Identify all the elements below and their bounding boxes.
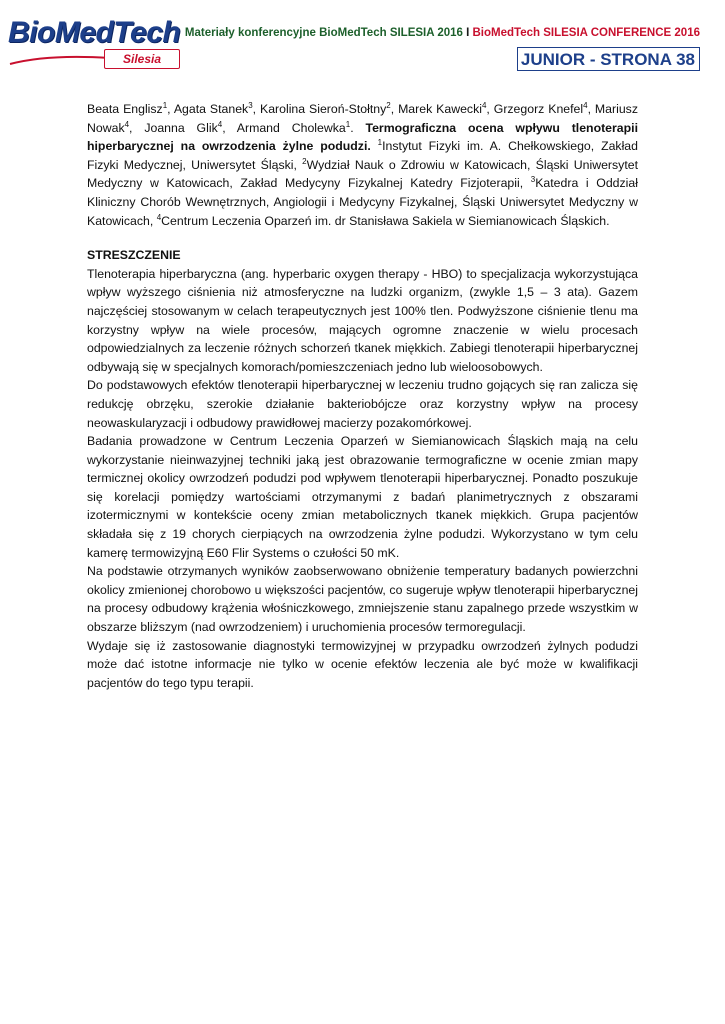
author-name: , Mariusz Nowak (87, 102, 638, 135)
abstract-paragraph: Badania prowadzone w Centrum Leczenia Oparzeń w Siemianowicach Śląskich mają na celu wykorzystanie nieinwazyjnej techniki jaką jest obrazowanie termograficzne w ocenie zmian mapy termicznej okolicy owrzodzeń podudzi pod wpływem tlenoterapii hiperbarycznej. Ponadto poszukuje się korelacji pomiędzy wartościami otrzymanymi z badań planimetrycznych z obszarami izotermicznymi w kontekście oceny zmian metabolicznych tkanek miękkich. Grupa pacjentów składała się z 19 chorych cierpiących na owrzodzenia żylne podudzi. Wykorzystano w tym celu kamerę termowizyjną E60 Flir Systems o czułości 50 mK. (87, 434, 638, 560)
affiliation-marker: 1 (377, 138, 383, 148)
affiliation-marker: 4 (583, 100, 588, 110)
affiliation-marker: 1 (345, 119, 351, 129)
affiliation-text: Katedra i Oddział Kliniczny Chorób Wewnętrznych, Angiologii i Medycyny Fizykalnej, Śląski Uniwersytet Medyczny w Katowicach, (87, 176, 638, 228)
author-separator: . (350, 120, 366, 135)
conference-header (185, 27, 700, 39)
author-name: , Joanna Glik (129, 120, 218, 135)
conference-title-en: BioMedTech SILESIA CONFERENCE 2016 (472, 27, 700, 39)
affiliation-marker: 4 (481, 100, 487, 110)
conference-separator: I (462, 27, 473, 39)
abstract-heading: STRESZCZENIE (87, 248, 181, 263)
paper-title: Termograficzna ocena wpływu tlenoterapii hiperbarycznej na owrzodzenia żylne podudzi. (87, 120, 638, 154)
affiliation-marker: 2 (302, 156, 307, 166)
affiliation-marker: 2 (386, 100, 391, 110)
abstract-paragraph: Wydaje się iż zastosowanie diagnostyki termowizyjnej w przypadku owrzodzeń żylnych podudzi może dać istotne informacje nie tylko w ocenie efektów leczenia ale być może w kwalifikacji pacjentów do tego typu terapii. (87, 638, 638, 690)
affiliation-text: Centrum Leczenia Oparzeń im. dr Stanisława Sakiela w Siemianowicach Śląskich. (161, 213, 610, 228)
authors-block (87, 100, 638, 230)
affiliation-marker: 3 (530, 175, 536, 185)
abstract-paragraph: Na podstawie otrzymanych wyników zaobserwowano obniżenie temperatury badanych powierzchni okolicy zmienionej chorobowo u większości pacjentów, co sugeruje wpływ tlenoterapii hiperbarycznej na procesy odbudowy krążenia włośniczkowego, zmniejszenie stanu zapalnego przede wszystkim w obszarze bliższym (nad owrzodzeniem) i uruchomienia procesów termoregulacji. (87, 564, 638, 635)
affiliation-marker: 1 (162, 100, 168, 110)
biomedtech-logo (8, 16, 186, 70)
abstract-paragraph: Tlenoterapia hiperbaryczna (ang. hyperbaric oxygen therapy - HBO) to specjalizacja wykorzystująca wpływ wyższego ciśnienia niż atmosferyczne na ludzki organizm, (zwykle 1,5 – 3 ata). Gazem najczęściej stosowanym w celach terapeutycznych jest 100% tlen. Podwyższone ciśnienie tlenu ma korzystny wpływ na wiele procesów, mających ogromne znaczenie w wielu procesach odpowiedzialnych za leczenie różnych schorzeń tkanek miękkich. Zabiegi tlenoterapii hiperbarycznej odbywają się w specjalnych komorach/pomieszczeniach jedno lub wieloosobowych. (87, 266, 638, 374)
affiliation-marker: 4 (217, 119, 223, 129)
affiliation-text: Wydział Nauk o Zdrowiu w Katowicach, Śląski Uniwersytet Medyczny w Katowicach, Zakład Medycyny Fizykalnej Katedry Fizjoterapii, (87, 157, 638, 191)
document-body (87, 100, 638, 692)
author-name: , Agata Stanek (167, 102, 249, 116)
conference-title-pl: Materiały konferencyjne BioMedTech SILESIA 2016 (184, 27, 463, 39)
abstract-paragraph: Do podstawowych efektów tlenoterapii hiperbarycznej w leczeniu trudno gojących się ran zalicza się redukcję obrzęku, szerokie działanie bakteriobójcze oraz korzystny wpływ na procesy neowaskularyzacji i odbudowy prawidłowej macierzy pozakomórkowej. (87, 378, 638, 430)
page-label: JUNIOR - STRONA 38 (517, 47, 700, 71)
logo-text: BioMedTech (8, 16, 181, 49)
affiliation-marker: 4 (124, 119, 130, 129)
affiliation-marker: 3 (248, 100, 253, 110)
author-name: , Karolina Sieroń-Stołtny (252, 102, 387, 116)
author-name: , Armand Cholewka (222, 120, 346, 135)
affiliation-marker: 4 (156, 212, 162, 222)
logo-subtext: Silesia (104, 49, 180, 69)
affiliation-text: Instytut Fizyki im. A. Chełkowskiego, Zakład Fizyki Medycznej, Uniwersytet Śląski, (87, 139, 638, 172)
author-name: Beata Englisz (87, 102, 163, 116)
author-name: , Grzegorz Knefel (486, 102, 584, 116)
author-name: , Marek Kawecki (390, 102, 482, 116)
logo-swoosh-icon (8, 52, 112, 68)
